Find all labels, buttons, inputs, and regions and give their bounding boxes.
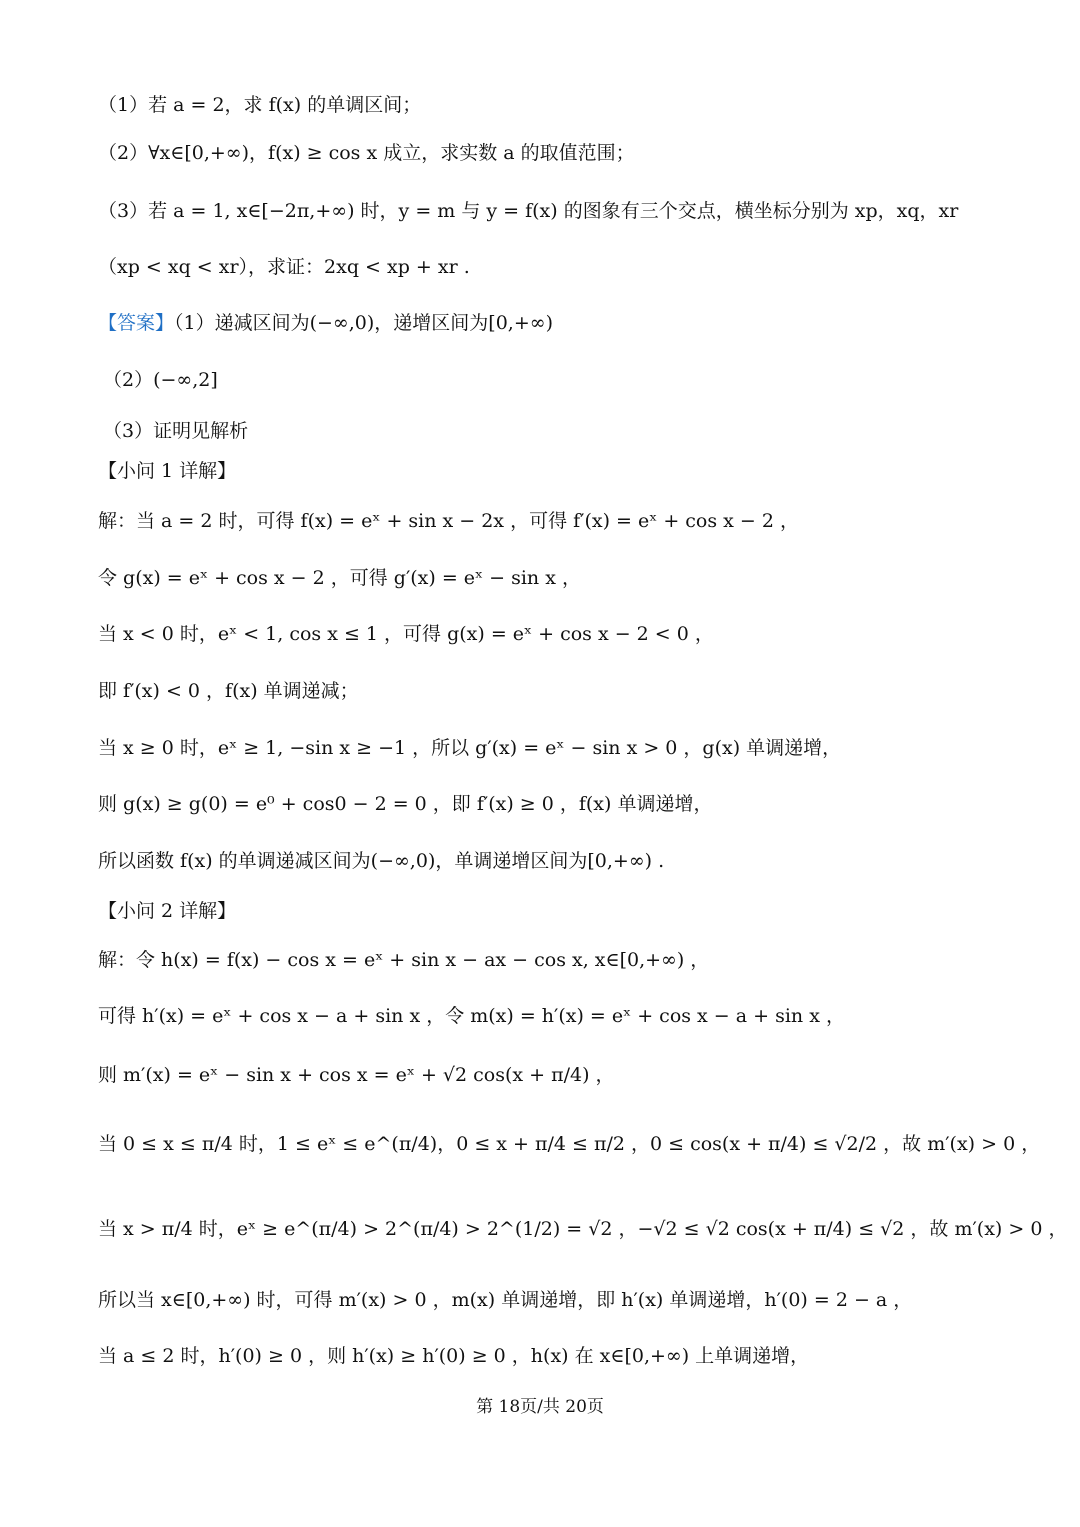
section2-heading: 【小问 2 详解】: [98, 900, 237, 922]
section1-line: 当 x < 0 时，eˣ < 1, cos x ≤ 1 ，可得 g(x) = eˣ + cos x − 2 < 0 ，: [98, 623, 714, 645]
section2-line: 所以当 x∈[0,+∞) 时，可得 m′(x) > 0 ，m(x) 单调递增，即 h′(x) 单调递增，h′(0) = 2 − a ，: [98, 1289, 913, 1311]
section1-line: 所以函数 f(x) 的单调递减区间为(−∞,0)，单调递增区间为[0,+∞) .: [98, 850, 665, 872]
section1-line: 当 x ≥ 0 时，eˣ ≥ 1, −sin x ≥ −1 ，所以 g′(x) = eˣ − sin x > 0 ，g(x) 单调递增，: [98, 737, 842, 759]
page-footer: 第 18页/共 20页: [476, 1397, 604, 1417]
section1-heading: 【小问 1 详解】: [98, 460, 237, 482]
section2-line: 解：令 h(x) = f(x) − cos x = eˣ + sin x − ax − cos x, x∈[0,+∞) ，: [98, 949, 710, 971]
section1-line: 令 g(x) = eˣ + cos x − 2 ，可得 g′(x) = eˣ − sin x ，: [98, 567, 581, 589]
section2-line: 可得 h′(x) = eˣ + cos x − a + sin x ，令 m(x) = h′(x) = eˣ + cos x − a + sin x ，: [98, 1005, 845, 1027]
section2-line: 当 0 ≤ x ≤ π/4 时，1 ≤ eˣ ≤ e^(π/4)，0 ≤ x + π/4 ≤ π/2 ，0 ≤ cos(x + π/4) ≤ √2/2 ，故 m′(x) > 0 ，: [98, 1133, 1041, 1155]
section1-line: 即 f′(x) < 0 ，f(x) 单调递减；: [98, 680, 359, 702]
section2-line: 当 a ≤ 2 时，h′(0) ≥ 0 ，则 h′(x) ≥ h′(0) ≥ 0 ，h(x) 在 x∈[0,+∞) 上单调递增，: [98, 1345, 810, 1367]
section2-line: 当 x > π/4 时，eˣ ≥ e^(π/4) > 2^(π/4) > 2^(1/2) = √2 ，−√2 ≤ √2 cos(x + π/4) ≤ √2 ，故 m′(x) > 0 ，: [98, 1218, 1068, 1240]
section1-line: 解：当 a = 2 时，可得 f(x) = eˣ + sin x − 2x ，可得 f′(x) = eˣ + cos x − 2 ，: [98, 510, 799, 532]
answer-tag: 【答案】: [98, 312, 175, 334]
problem-part3-line1: （3）若 a = 1, x∈[−2π,+∞) 时，y = m 与 y = f(x) 的图象有三个交点，横坐标分别为 xp，xq，xr: [98, 200, 959, 222]
section2-line: 则 m′(x) = eˣ − sin x + cos x = eˣ + √2 cos(x + π/4) ，: [98, 1064, 615, 1086]
answer-1: （1）递减区间为(−∞,0)，递增区间为[0,+∞): [174, 312, 554, 334]
answer-3: （3）证明见解析: [103, 420, 249, 442]
answer-2: （2）(−∞,2]: [103, 369, 218, 391]
section1-line: 则 g(x) ≥ g(0) = e⁰ + cos0 − 2 = 0 ，即 f′(x) ≥ 0 ，f(x) 单调递增，: [98, 793, 713, 815]
problem-part1: （1）若 a = 2，求 f(x) 的单调区间；: [98, 94, 422, 116]
answer-line-1: [98, 309, 998, 337]
problem-part3-line2: （xp < xq < xr），求证：2xq < xp + xr .: [98, 256, 470, 278]
problem-part2: （2）∀x∈[0,+∞)，f(x) ≥ cos x 成立，求实数 a 的取值范围；: [98, 142, 635, 164]
